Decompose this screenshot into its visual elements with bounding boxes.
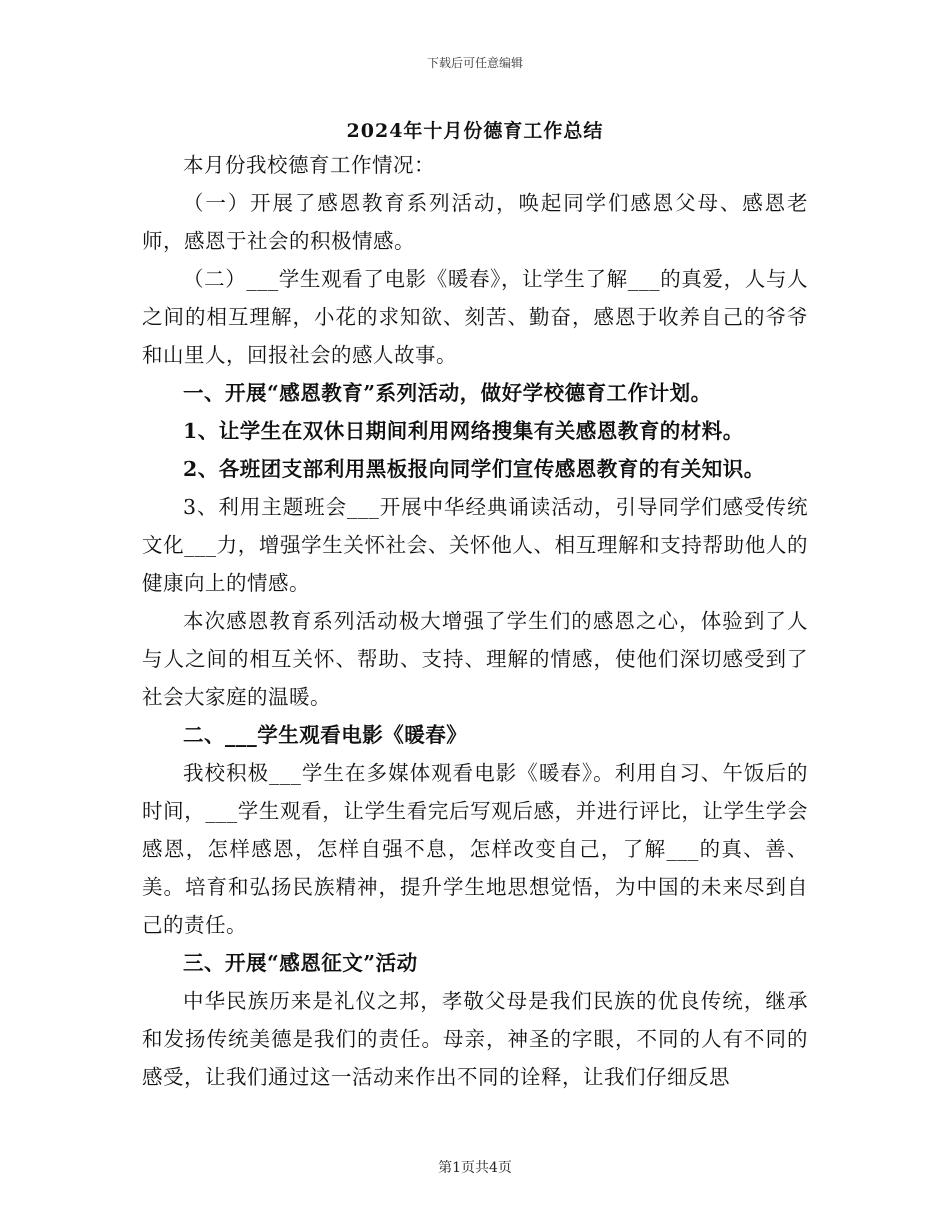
intro-paragraph: 本月份我校德育工作情况： xyxy=(183,153,435,177)
section-heading-3: 三、开展“感恩征文”活动 xyxy=(183,951,418,975)
section-3-body: 中华民族历来是礼仪之邦，孝敬父母是我们民族的优良传统，继承和发扬传统美德是我们的责任。母亲，神圣的字眼，不同的人有不同的感受，让我们通过这一活动来作出不同的诠释，让我们仔细反思 xyxy=(142,989,808,1089)
summary-item-1: （一）开展了感恩教育系列活动，唤起同学们感恩父母、感恩老师，感恩于社会的积极情感。 xyxy=(142,191,808,253)
summary-item-2: （二）___学生观看了电影《暖春》，让学生了解___的真爱，人与人之间的相互理解，小花的求知欲、刻苦、勤奋，感恩于收养自己的爷爷和山里人，回报社会的感人故事。 xyxy=(142,267,808,367)
section-1-point-1: 1、让学生在双休日期间利用网络搜集有关感恩教育的材料。 xyxy=(183,419,744,443)
section-1-point-3: 3、利用主题班会___开展中华经典诵读活动，引导同学们感受传统文化___力，增强学生关怀社会、关怀他人、相互理解和支持帮助他人的健康向上的情感。 xyxy=(142,495,808,595)
document-body xyxy=(142,146,808,1096)
section-2-body: 我校积极___学生在多媒体观看电影《暖春》。利用自习、午饭后的时间，___学生观看，让学生看完后写观后感，并进行评比，让学生学会感恩，怎样感恩，怎样自强不息，怎样改变自己，了解___的真、善、美。培育和弘扬民族精神，提升学生地思想觉悟，为中国的未来尽到自己的责任。 xyxy=(142,761,808,937)
section-heading-2: 二、___学生观看电影《暖春》 xyxy=(183,723,468,747)
header-note: 下载后可任意编辑 xyxy=(426,56,523,70)
section-heading-1: 一、开展“感恩教育”系列活动，做好学校德育工作计划。 xyxy=(183,381,712,405)
section-1-point-2: 2、各班团支部利用黑板报向同学们宣传感恩教育的有关知识。 xyxy=(183,457,765,481)
section-1-conclusion: 本次感恩教育系列活动极大增强了学生们的感恩之心，体验到了人与人之间的相互关怀、帮助、支持、理解的情感，使他们深切感受到了社会大家庭的温暖。 xyxy=(142,609,808,709)
document-title: 2024年十月份德育工作总结 xyxy=(346,120,604,142)
page-footer: 第1页共4页 xyxy=(438,1160,512,1176)
